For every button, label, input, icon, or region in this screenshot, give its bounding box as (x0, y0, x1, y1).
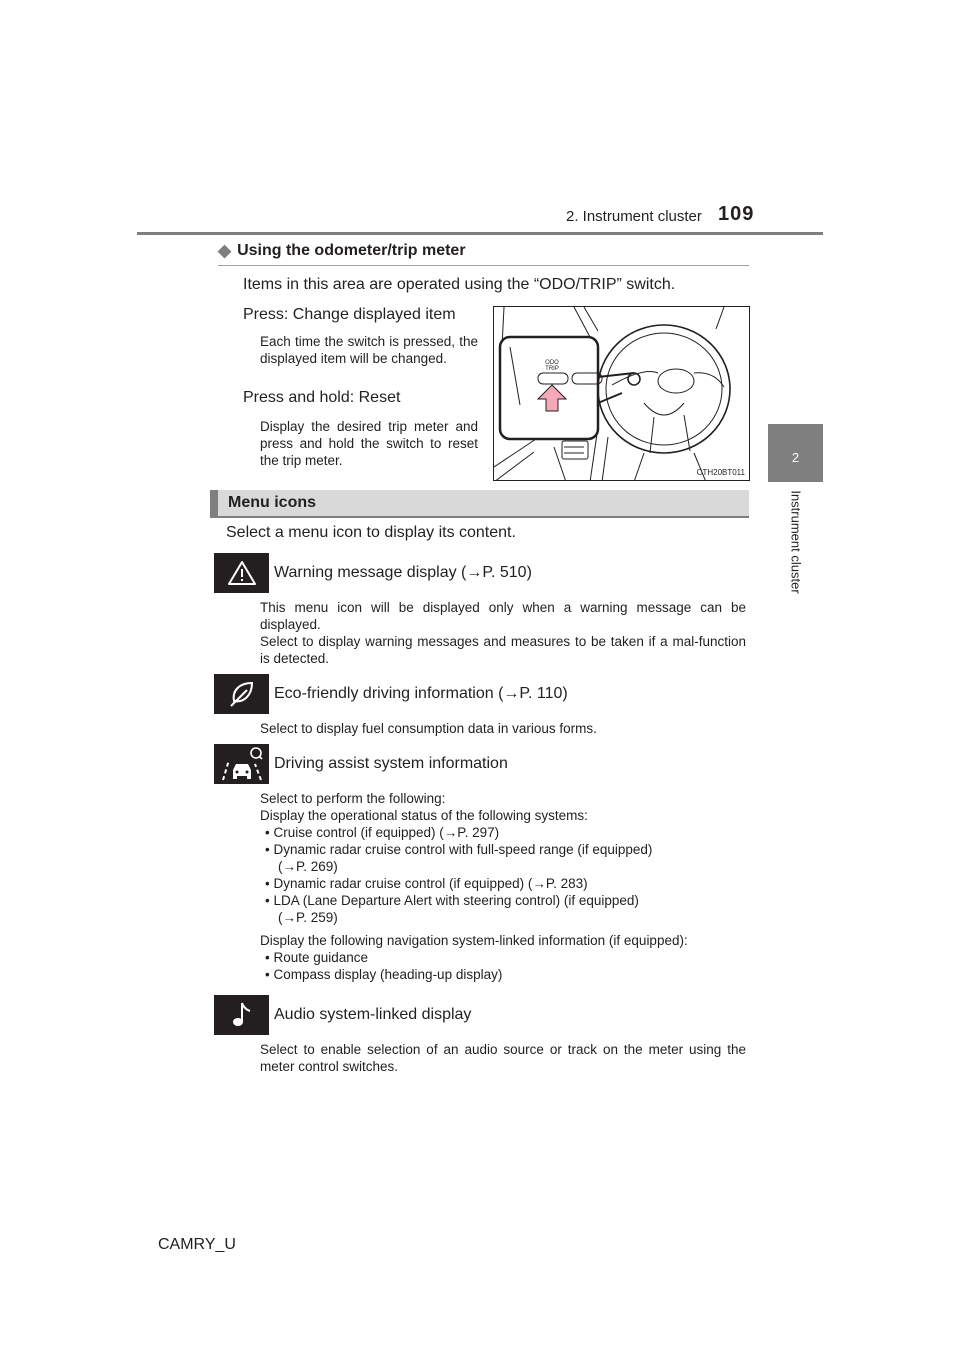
diamond-bullet-icon: ◆ (218, 241, 232, 260)
assist-desc-bullet: • Route guidance (265, 950, 369, 965)
footer-model-code: CAMRY_U (158, 1236, 236, 1253)
warning-triangle-icon (227, 560, 257, 586)
switch-label-odo: ODO (545, 360, 559, 366)
eco-menu-description (260, 720, 746, 737)
page-number: 109 (718, 203, 755, 225)
warning-menu-icon-box (214, 553, 269, 593)
warning-desc-line: This menu icon will be displayed only when a warning message can be displayed. (260, 600, 746, 632)
assist-desc-continuation: (→P. 269) (278, 859, 338, 874)
assist-desc-line: Display the following navigation system-linked information (if equipped): (260, 933, 688, 948)
hold-title: Press and hold: Reset (243, 389, 401, 406)
press-description: Each time the switch is pressed, the displayed item will be changed. (260, 334, 478, 366)
music-note-icon (230, 1000, 254, 1030)
illustration-code: CTH20BT011 (696, 468, 745, 477)
driving-assist-menu-icon-box (214, 744, 269, 784)
steering-wheel-drawing (494, 307, 750, 481)
chapter-tab-number: 2 (768, 424, 823, 482)
audio-menu-icon-box (214, 995, 269, 1035)
odo-switch-illustration (493, 306, 750, 481)
menu-icons-divider (210, 516, 749, 518)
header-divider (137, 232, 823, 235)
assist-desc-bullet: • Compass display (heading-up display) (265, 967, 503, 982)
switch-label-trip: TRIP (545, 366, 559, 372)
leaf-icon (227, 679, 257, 709)
driving-assist-icon (219, 746, 265, 782)
odo-intro: Items in this area are operated using the “ODO/TRIP” switch. (243, 276, 676, 293)
hold-description: Display the desired trip meter and press and hold the switch to reset the trip meter. (260, 419, 478, 468)
driving-assist-menu-description (260, 790, 746, 983)
driving-assist-menu-label: Driving assist system information (274, 755, 508, 772)
chapter-tab-label: Instrument cluster (788, 490, 803, 594)
assist-desc-bullet: • Dynamic radar cruise control (if equipped) (→P. 283) (265, 876, 588, 891)
assist-desc-line: Display the operational status of the following systems: (260, 808, 588, 823)
assist-desc-bullet: • LDA (Lane Departure Alert with steering control) (if equipped) (265, 893, 639, 908)
eco-menu-icon-box (214, 674, 269, 714)
warning-menu-label: Warning message display (→P. 510) (274, 564, 532, 581)
eco-menu-label: Eco-friendly driving information (→P. 110) (274, 685, 568, 702)
assist-desc-bullet: • Cruise control (if equipped) (→P. 297) (265, 825, 500, 840)
audio-menu-label: Audio system-linked display (274, 1006, 472, 1023)
assist-desc-bullet: • Dynamic radar cruise control with full-speed range (if equipped) (265, 842, 653, 857)
menu-icons-title: Menu icons (228, 494, 317, 511)
assist-desc-line: Select to perform the following: (260, 791, 446, 806)
odo-heading (218, 241, 466, 261)
menu-icons-section-bar (210, 490, 749, 516)
press-title: Press: Change displayed item (243, 306, 456, 323)
assist-desc-continuation: (→P. 259) (278, 910, 338, 925)
menu-intro: Select a menu icon to display its content. (226, 524, 516, 541)
chapter-tab (768, 484, 823, 614)
odo-heading-divider (218, 265, 749, 266)
audio-menu-description (260, 1041, 746, 1075)
odo-heading-text: Using the odometer/trip meter (237, 242, 466, 259)
eco-desc-line: Select to display fuel consumption data in various forms. (260, 721, 597, 736)
audio-desc-line: Select to enable selection of an audio source or track on the meter using the meter control switches. (260, 1042, 746, 1074)
warning-menu-description (260, 599, 746, 667)
warning-desc-line: Select to display warning messages and measures to be taken if a mal-function is detected. (260, 634, 746, 666)
header-section-title: 2. Instrument cluster (566, 208, 702, 225)
